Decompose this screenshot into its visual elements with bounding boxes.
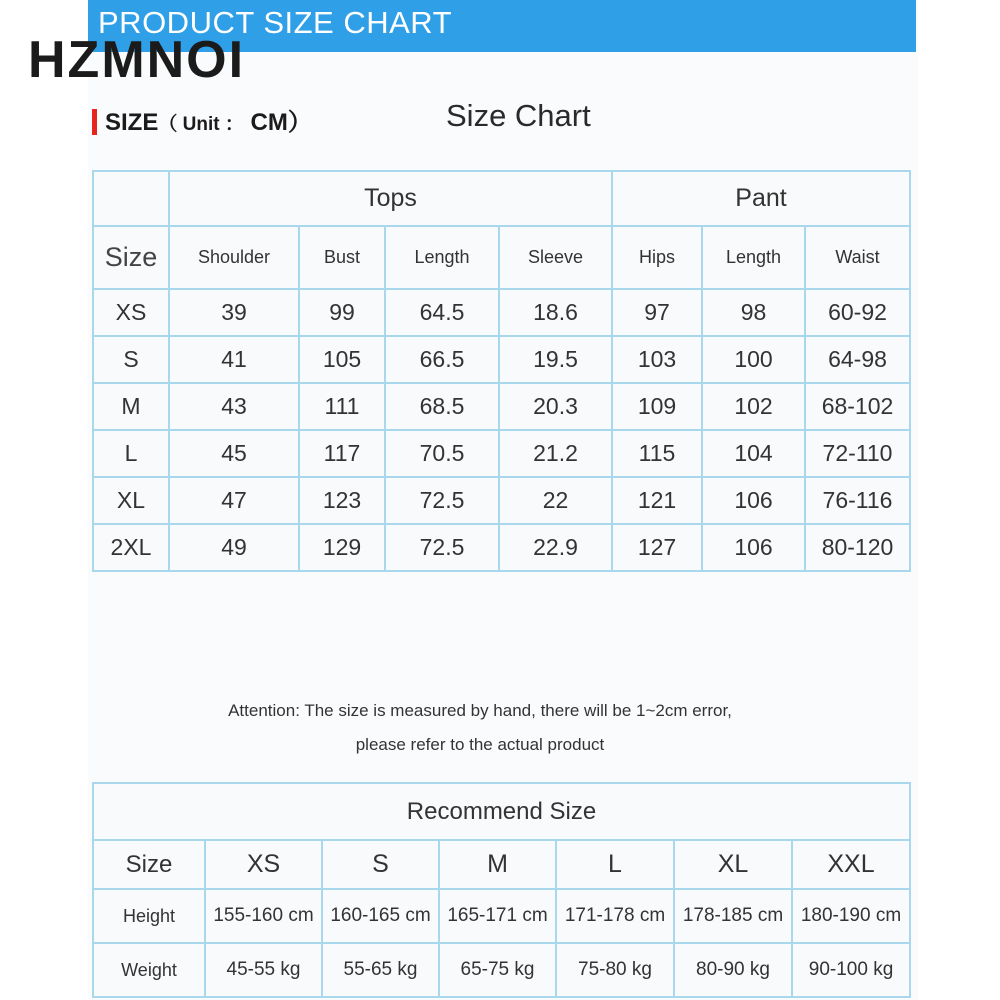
recommend-header-size: Size bbox=[93, 840, 205, 889]
group-corner bbox=[93, 171, 169, 226]
cell: 45-55 kg bbox=[205, 943, 322, 997]
cell: 39 bbox=[169, 289, 299, 336]
unit-value: CM） bbox=[250, 109, 312, 136]
table-row bbox=[93, 524, 910, 571]
cell: 55-65 kg bbox=[322, 943, 439, 997]
recommend-row-height bbox=[93, 889, 910, 943]
recommend-header-row bbox=[93, 840, 910, 889]
cell: 98 bbox=[702, 289, 805, 336]
size-unit-label bbox=[92, 108, 312, 140]
cell: 64-98 bbox=[805, 336, 910, 383]
cell: 2XL bbox=[93, 524, 169, 571]
cell: 103 bbox=[612, 336, 702, 383]
cell: M bbox=[93, 383, 169, 430]
recommend-title: Recommend Size bbox=[93, 783, 910, 840]
size-prefix: SIZE bbox=[105, 109, 159, 136]
cell: 72-110 bbox=[805, 430, 910, 477]
cell: 64.5 bbox=[385, 289, 499, 336]
chart-title: Size Chart bbox=[446, 98, 591, 133]
header-bust: Bust bbox=[299, 226, 385, 289]
cell: 21.2 bbox=[499, 430, 612, 477]
cell: 41 bbox=[169, 336, 299, 383]
cell: 45 bbox=[169, 430, 299, 477]
unit-word: （ Unit ： bbox=[158, 114, 244, 135]
red-accent-bar bbox=[92, 109, 97, 135]
pant-group: Pant bbox=[612, 171, 910, 226]
header-waist: Waist bbox=[805, 226, 910, 289]
header-size: Size bbox=[93, 226, 169, 289]
cell: 111 bbox=[299, 383, 385, 430]
cell: 160-165 cm bbox=[322, 889, 439, 943]
cell: 97 bbox=[612, 289, 702, 336]
recommend-header: M bbox=[439, 840, 556, 889]
recommend-header: L bbox=[556, 840, 674, 889]
cell: L bbox=[93, 430, 169, 477]
group-header-row bbox=[93, 171, 910, 226]
header-tops-length: Length bbox=[385, 226, 499, 289]
cell: 105 bbox=[299, 336, 385, 383]
banner-title: PRODUCT SIZE CHART bbox=[98, 5, 453, 40]
recommend-header: XS bbox=[205, 840, 322, 889]
cell: 106 bbox=[702, 524, 805, 571]
cell: 129 bbox=[299, 524, 385, 571]
cell: 68-102 bbox=[805, 383, 910, 430]
cell: 65-75 kg bbox=[439, 943, 556, 997]
cell: 106 bbox=[702, 477, 805, 524]
cell: 22.9 bbox=[499, 524, 612, 571]
cell: S bbox=[93, 336, 169, 383]
cell: XS bbox=[93, 289, 169, 336]
recommend-header: S bbox=[322, 840, 439, 889]
cell: 180-190 cm bbox=[792, 889, 910, 943]
cell: 43 bbox=[169, 383, 299, 430]
table-row bbox=[93, 336, 910, 383]
cell: 60-92 bbox=[805, 289, 910, 336]
header-hips: Hips bbox=[612, 226, 702, 289]
attention-line-1: Attention: The size is measured by hand, there will be 1~2cm error, bbox=[228, 701, 732, 720]
cell: 22 bbox=[499, 477, 612, 524]
cell: 155-160 cm bbox=[205, 889, 322, 943]
cell: 115 bbox=[612, 430, 702, 477]
column-header-row bbox=[93, 226, 910, 289]
cell: 100 bbox=[702, 336, 805, 383]
cell: 104 bbox=[702, 430, 805, 477]
table-row bbox=[93, 383, 910, 430]
table-row bbox=[93, 477, 910, 524]
attention-line-2: please refer to the actual product bbox=[355, 735, 605, 754]
cell: 75-80 kg bbox=[556, 943, 674, 997]
cell: 165-171 cm bbox=[439, 889, 556, 943]
recommend-title-row bbox=[93, 783, 910, 840]
tops-group: Tops bbox=[169, 171, 612, 226]
cell: XL bbox=[93, 477, 169, 524]
table-row bbox=[93, 430, 910, 477]
cell: 123 bbox=[299, 477, 385, 524]
recommend-header: XXL bbox=[792, 840, 910, 889]
cell: 117 bbox=[299, 430, 385, 477]
cell: 90-100 kg bbox=[792, 943, 910, 997]
cell: 68.5 bbox=[385, 383, 499, 430]
cell: 72.5 bbox=[385, 477, 499, 524]
cell: 47 bbox=[169, 477, 299, 524]
cell: 80-120 bbox=[805, 524, 910, 571]
cell: 49 bbox=[169, 524, 299, 571]
cell: 178-185 cm bbox=[674, 889, 792, 943]
cell: 18.6 bbox=[499, 289, 612, 336]
cell: 20.3 bbox=[499, 383, 612, 430]
cell: 72.5 bbox=[385, 524, 499, 571]
recommend-header: XL bbox=[674, 840, 792, 889]
table-row bbox=[93, 289, 910, 336]
cell: 19.5 bbox=[499, 336, 612, 383]
cell: 66.5 bbox=[385, 336, 499, 383]
cell: 70.5 bbox=[385, 430, 499, 477]
header-shoulder: Shoulder bbox=[169, 226, 299, 289]
cell: 127 bbox=[612, 524, 702, 571]
header-pant-length: Length bbox=[702, 226, 805, 289]
row-label-weight: Weight bbox=[93, 943, 205, 997]
row-label-height: Height bbox=[93, 889, 205, 943]
cell: 109 bbox=[612, 383, 702, 430]
cell: 80-90 kg bbox=[674, 943, 792, 997]
attention-note bbox=[92, 694, 868, 762]
cell: 121 bbox=[612, 477, 702, 524]
cell: 99 bbox=[299, 289, 385, 336]
size-table bbox=[92, 170, 911, 572]
header-sleeve: Sleeve bbox=[499, 226, 612, 289]
cell: 102 bbox=[702, 383, 805, 430]
cell: 76-116 bbox=[805, 477, 910, 524]
brand-logo: HZMNOI bbox=[28, 31, 246, 89]
recommend-row-weight bbox=[93, 943, 910, 997]
recommend-table bbox=[92, 782, 911, 998]
cell: 171-178 cm bbox=[556, 889, 674, 943]
